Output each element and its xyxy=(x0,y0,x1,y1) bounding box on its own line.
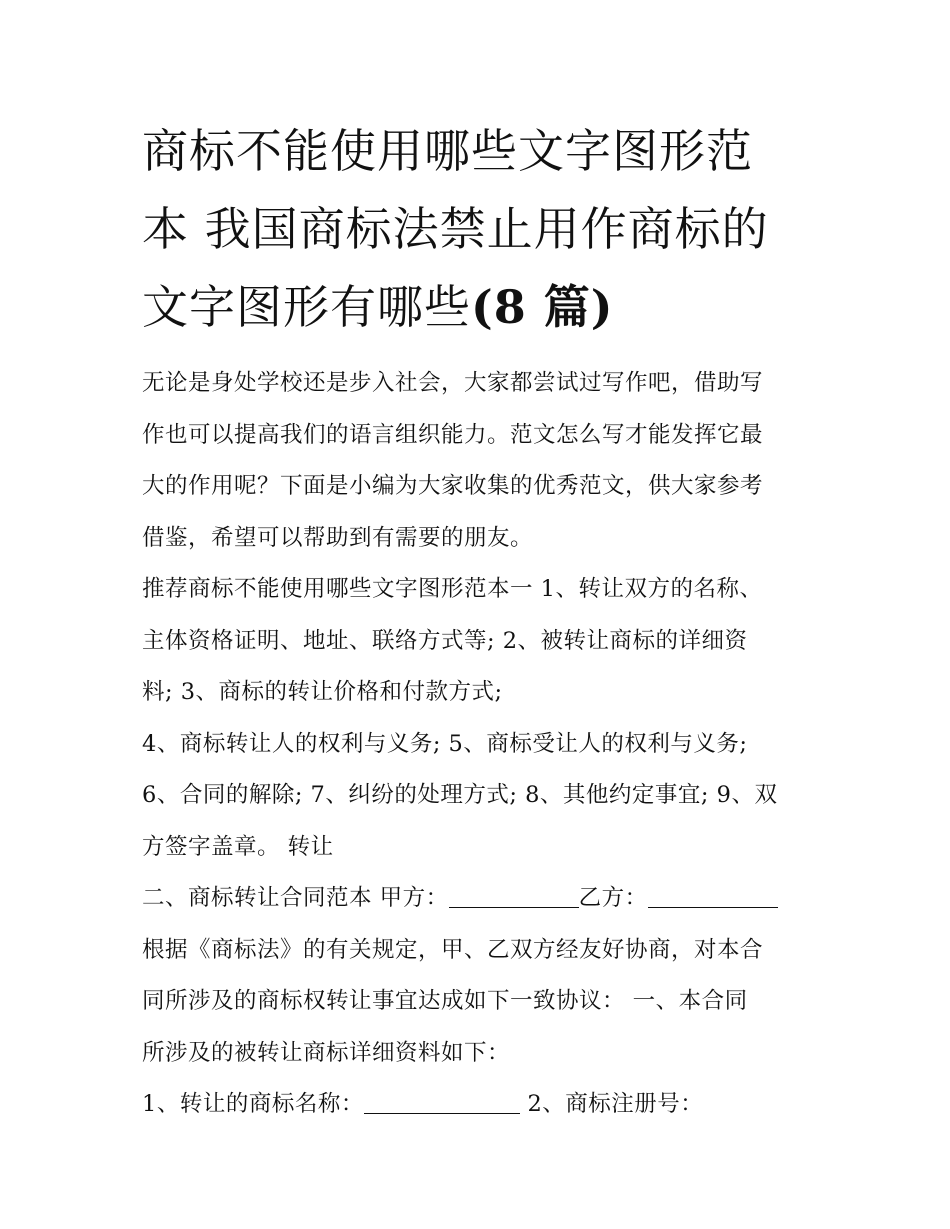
contract-line: 同所涉及的商标权转让事宜达成如下一致协议： 一、本合同 xyxy=(142,988,748,1014)
title-line-2: 本 我国商标法禁止用作商标的 xyxy=(142,202,769,256)
contract-line: 根据《商标法》的有关规定，甲、乙双方经友好协商，对本合 xyxy=(142,936,764,963)
intro-line: 借鉴，希望可以帮助到有需要的朋友。 xyxy=(142,524,534,551)
contract-heading-prefix: 二、商标转让合同范本 甲方： xyxy=(142,885,449,911)
items-line: 方签字盖章。 转让 xyxy=(142,833,334,860)
intro-line: 大的作用呢？下面是小编为大家收集的优秀范文，供大家参考 xyxy=(142,473,764,499)
party-a-blank xyxy=(449,881,579,908)
intro-paragraph xyxy=(142,358,822,564)
fields-line xyxy=(142,1079,822,1131)
intro-line: 无论是身处学校还是步入社会，大家都尝试过写作吧，借助写 xyxy=(142,370,764,396)
intro-line: 作也可以提高我们的语言组织能力。范文怎么写才能发挥它最 xyxy=(142,421,764,448)
recommend-line: 推荐商标不能使用哪些文字图形范本一 1、转让双方的名称、 xyxy=(142,576,763,602)
contract-body-paragraph xyxy=(142,925,822,1080)
party-b-blank xyxy=(648,881,778,908)
trademark-name-blank xyxy=(364,1087,520,1114)
items-line: 4、商标转让人的权利与义务; 5、商标受让人的权利与义务; xyxy=(142,730,748,757)
document-title xyxy=(142,112,832,346)
title-line-1: 商标不能使用哪些文字图形范 xyxy=(142,124,753,178)
title-line-3-text: 文字图形有哪些 xyxy=(142,280,471,334)
items-line: 6、合同的解除; 7、纠纷的处理方式; 8、其他约定事宜; 9、双 xyxy=(142,782,778,808)
contract-line: 所涉及的被转让商标详细资料如下： xyxy=(142,1039,511,1066)
document-body xyxy=(142,358,822,1131)
items-paragraph xyxy=(142,719,822,874)
title-line-3 xyxy=(142,268,832,346)
recommend-line: 料; 3、商标的转让价格和付款方式; xyxy=(142,679,503,705)
registration-no-label: 2、商标注册号： xyxy=(527,1091,704,1117)
party-b-label: 乙方： xyxy=(578,885,648,911)
trademark-name-label: 1、转让的商标名称： xyxy=(142,1091,364,1117)
contract-heading xyxy=(142,873,822,925)
recommend-paragraph xyxy=(142,564,822,719)
article-count: (8 篇) xyxy=(471,280,614,334)
recommend-line: 主体资格证明、地址、联络方式等; 2、被转让商标的详细资 xyxy=(142,627,748,654)
